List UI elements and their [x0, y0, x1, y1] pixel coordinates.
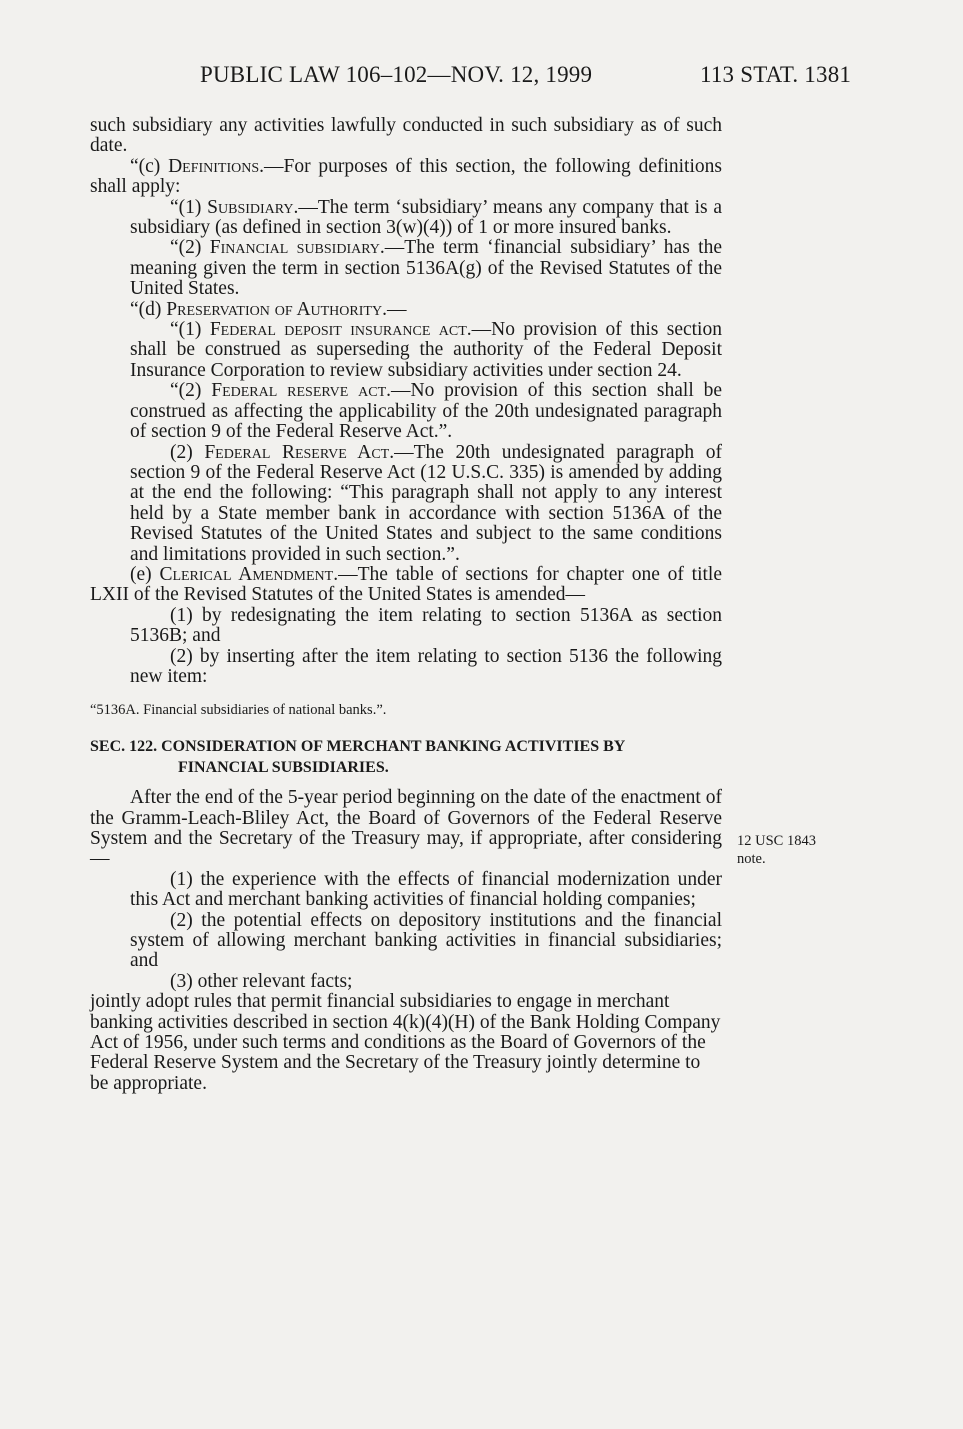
- paragraph-heading: Preservation of Authority: [166, 298, 383, 320]
- paragraph: (3) other relevant facts;: [170, 970, 353, 992]
- paragraph-lead: “(2): [170, 237, 210, 259]
- paragraph: [130, 320, 722, 381]
- section-heading-line: SEC. 122. CONSIDERATION OF MERCHANT BANKING ACTIVITIES BY: [90, 738, 626, 756]
- paragraph-text: .—No provision of this section shall be construed as affecting the applicability of the 20th undesignated paragraph of section 9 of the Federal Reserve Act.”.: [130, 380, 722, 443]
- paragraph-heading: Federal Reserve Act: [204, 441, 390, 463]
- paragraph-lead: “(2): [170, 380, 212, 402]
- paragraph-heading: Financial subsidiary: [209, 237, 380, 259]
- paragraph: [130, 381, 722, 442]
- paragraph-heading: Subsidiary: [207, 196, 294, 218]
- paragraph-heading: Federal reserve act: [211, 380, 387, 402]
- margin-note: [737, 832, 816, 868]
- paragraph-text: .—For purposes of this section, the following definitions shall apply:: [90, 155, 722, 198]
- paragraph: [130, 198, 722, 239]
- paragraph-text: .—No provision of this section shall be construed as superseding the authority of the Federal Deposit Insurance Corporation to review subsidiary activities under section 24.: [130, 319, 722, 381]
- paragraph-lead: “(d): [130, 298, 167, 320]
- paragraph-lead: “(1): [170, 196, 208, 218]
- table-of-sections-item: “5136A. Financial subsidiaries of national banks.”.: [90, 702, 387, 719]
- paragraph: (1) by redesignating the item relating to section 5136A as section 5136B; and: [130, 604, 722, 647]
- paragraph: After the end of the 5-year period beginning on the date of the enactment of the Gramm-Leach-Bliley Act, the Board of Governors of the Federal Reserve System and the Secretary of the Treasury may, if appropriate, after considering—: [90, 787, 722, 870]
- paragraph: [90, 300, 722, 320]
- paragraph-lead: “(1): [170, 319, 210, 341]
- paragraph-text: .—The table of sections for chapter one of title LXII of the Revised Statutes of the United States is amended—: [90, 563, 723, 606]
- paragraph: [90, 565, 722, 606]
- body-text: [90, 116, 722, 1094]
- paragraph-lead: (e): [130, 563, 160, 585]
- running-header-right: 113 STAT. 1381: [700, 62, 852, 87]
- margin-note-line: 12 USC 1843: [737, 833, 816, 849]
- paragraph: (2) the potential effects on depository institutions and the financial system of allowing merchant banking activities in financial subsidiaries; and: [130, 909, 722, 972]
- section-heading-line: FINANCIAL SUBSIDIARIES.: [178, 758, 389, 776]
- paragraph: (1) the experience with the effects of financial modernization under this Act and merchant banking activities of financial holding companies;: [130, 868, 722, 911]
- paragraph-lead: “(c): [130, 155, 169, 177]
- paragraph: [130, 443, 722, 565]
- section-heading: [90, 737, 722, 778]
- paragraph: (2) by inserting after the item relating to section 5136 the following new item:: [130, 645, 722, 687]
- paragraph: jointly adopt rules that permit financial subsidiaries to engage in merchant banking activities described in section 4(k)(4)(H) of the Bank Holding Company Act of 1956, under such terms and conditions as the Board of Governors of the Federal Reserve System and the Secretary of the Treasury jointly determine to be appropriate.: [90, 991, 721, 1094]
- paragraph-text: .—The term ‘subsidiary’ means any company that is a subsidiary (as defined in section 3(w)(4)) of 1 or more insured banks.: [130, 196, 722, 239]
- paragraph: [90, 157, 722, 198]
- paragraph: [130, 238, 722, 299]
- paragraph-heading: Clerical Amendment: [159, 563, 334, 585]
- paragraph-text: .—: [382, 298, 407, 320]
- running-header-left: PUBLIC LAW 106–102—NOV. 12, 1999: [200, 62, 593, 87]
- paragraph-heading: Federal deposit insurance act: [209, 319, 467, 341]
- margin-note-line: note.: [737, 851, 766, 867]
- paragraph-text: .—The 20th undesignated paragraph of section 9 of the Federal Reserve Act (12 U.S.C. 335) is amended by adding at the end the following: “This paragraph shall not apply to any interest held by a State member bank in accordance with section 5136A of the Revised Statutes of the United States and subject to the same conditions and limitations provided in such section.”.: [130, 441, 722, 565]
- paragraph-text: .—The term ‘financial subsidiary’ has the meaning given the term in section 5136A(g) of the Revised Statutes of the United States.: [130, 237, 722, 300]
- paragraph-lead: (2): [170, 441, 205, 463]
- paragraph: such subsidiary any activities lawfully conducted in such subsidiary as of such date.: [90, 115, 722, 157]
- paragraph-heading: Definitions: [168, 155, 260, 177]
